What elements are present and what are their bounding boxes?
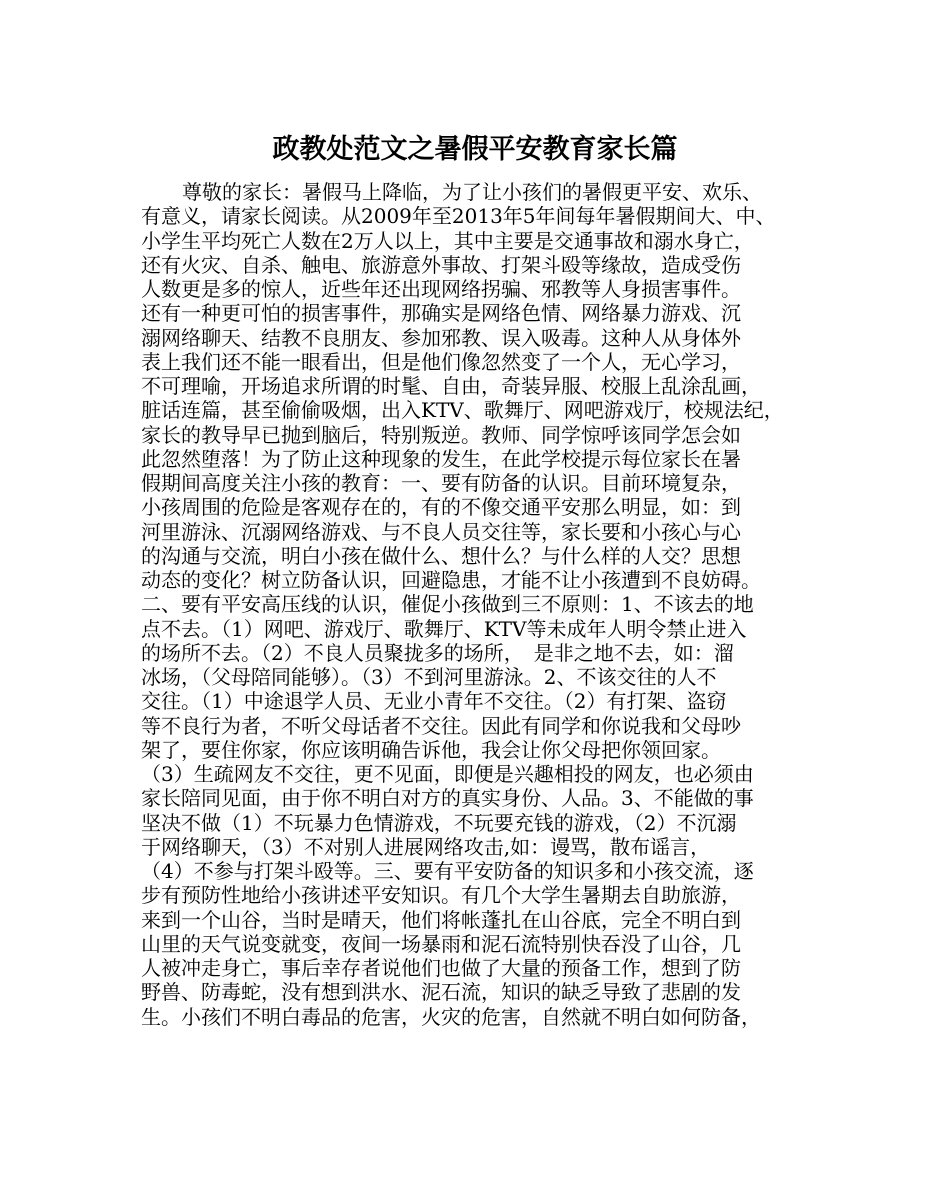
body-line: 溺网络聊天、结教不良朋友、参加邪教、误入吸毒。这种人从身体外 [141,325,741,350]
body-line: 等不良行为者，不听父母话者不交往。因此有同学和你说我和父母吵 [141,713,741,738]
body-line: 野兽、防毒蛇，没有想到洪水、泥石流，知识的缺乏导致了悲剧的发 [141,980,741,1005]
body-line: 架了，要住你家，你应该明确告诉他，我会让你父母把你领回家。 [141,737,721,762]
body-line: 不可理喻，开场追求所谓的时髦、自由，奇装异服、校服上乱涂乱画， [141,374,761,398]
body-line: 交往。（1）中途退学人员、无业小青年不交往。（2）有打架、盗窃 [141,689,727,714]
body-line: 还有一种更可怕的损害事件，那确实是网络色情、网络暴力游戏、沉 [141,301,741,326]
body-line: 还有火灾、自杀、触电、旅游意外事故、打架斗殴等缘故，造成受伤 [141,252,741,277]
body-line: 小学生平均死亡人数在2万人以上，其中主要是交通事故和溺水身亡， [141,228,754,253]
body-line: 生。小孩们不明白毒品的危害，火灾的危害，自然就不明白如何防备， [141,1004,761,1029]
body-line: 冰场，（父母陪同能够）。（3）不到河里游泳。2、不该交往的人不 [141,665,717,689]
body-line: 的场所不去。（2）不良人员聚拢多的场所， 是非之地不去，如：溜 [141,640,734,665]
body-line: 于网络聊天，（3）不对别人进展网络攻击,如：谩骂，散布谣言， [141,834,711,859]
body-line: 假期间高度关注小孩的教育：一、要有防备的认识。目前环境复杂， [141,471,741,495]
body-line: 动态的变化？树立防备认识，回避隐患，才能不让小孩遭到不良妨碍。 [141,568,761,592]
body-line: 步有预防性地给小孩讲述平安知识。有几个大学生暑期去自助旅游， [141,883,741,908]
body-line: 来到一个山谷，当时是晴天，他们将帐蓬扎在山谷底，完全不明白到 [141,907,741,932]
body-line: 尊敬的家长：暑假马上降临，为了让小孩们的暑假更平安、欢乐、 [182,180,762,204]
body-line: 点不去。（1）网吧、游戏厅、歌舞厅、KTV等未成年人明令禁止进入 [141,616,747,641]
body-line: 此忽然堕落！为了防止这种现象的发生，在此学校提示每位家长在暑 [141,446,741,471]
body-line: 人被冲走身亡，事后幸存者说他们也做了大量的预备工作，想到了防 [141,956,741,980]
body-line: 小孩周围的危险是客观存在的，有的不像交通平安那么明显，如：到 [141,495,741,520]
body-line: （4）不参与打架斗殴等。三、要有平安防备的知识多和小孩交流，逐 [141,859,754,883]
body-line: 的沟通与交流，明白小孩在做什么、想什么？与什么样的人交？思想 [141,543,741,568]
body-line: （3）生疏网友不交往，更不见面，即便是兴趣相投的网友，也必须由 [141,762,754,786]
body-line: 家长陪同见面，由于你不明白对方的真实身份、人品。3、不能做的事 [141,786,754,811]
body-line: 有意义，请家长阅读。从2009年至2013年5年间每年暑假期间大、中、 [141,204,776,229]
body-line: 表上我们还不能一眼看出，但是他们像忽然变了一个人，无心学习， [141,349,741,374]
document-body [141,180,821,1029]
body-line: 山里的天气说变就变，夜间一场暴雨和泥石流特别快吞没了山谷，几 [141,931,741,956]
body-line: 坚决不做（1）不玩暴力色情游戏，不玩要充钱的游戏，（2）不沉溺 [141,810,737,835]
body-line: 脏话连篇，甚至偷偷吸烟，出入KTV、歌舞厅、网吧游戏厅，校规法纪， [141,398,784,423]
body-line: 家长的教导早已抛到脑后，特别叛逆。教师、同学惊呼该同学怎会如 [141,422,741,447]
document-title: 政教处范文之暑假平安教育家长篇 [272,134,678,165]
body-line: 二、要有平安高压线的认识，催促小孩做到三不原则：1、不该去的地 [141,592,754,617]
body-line: 人数更是多的惊人，近些年还出现网络拐骗、邪教等人身损害事件。 [141,277,741,301]
body-line: 河里游泳、沉溺网络游戏、与不良人员交往等，家长要和小孩心与心 [141,519,741,544]
